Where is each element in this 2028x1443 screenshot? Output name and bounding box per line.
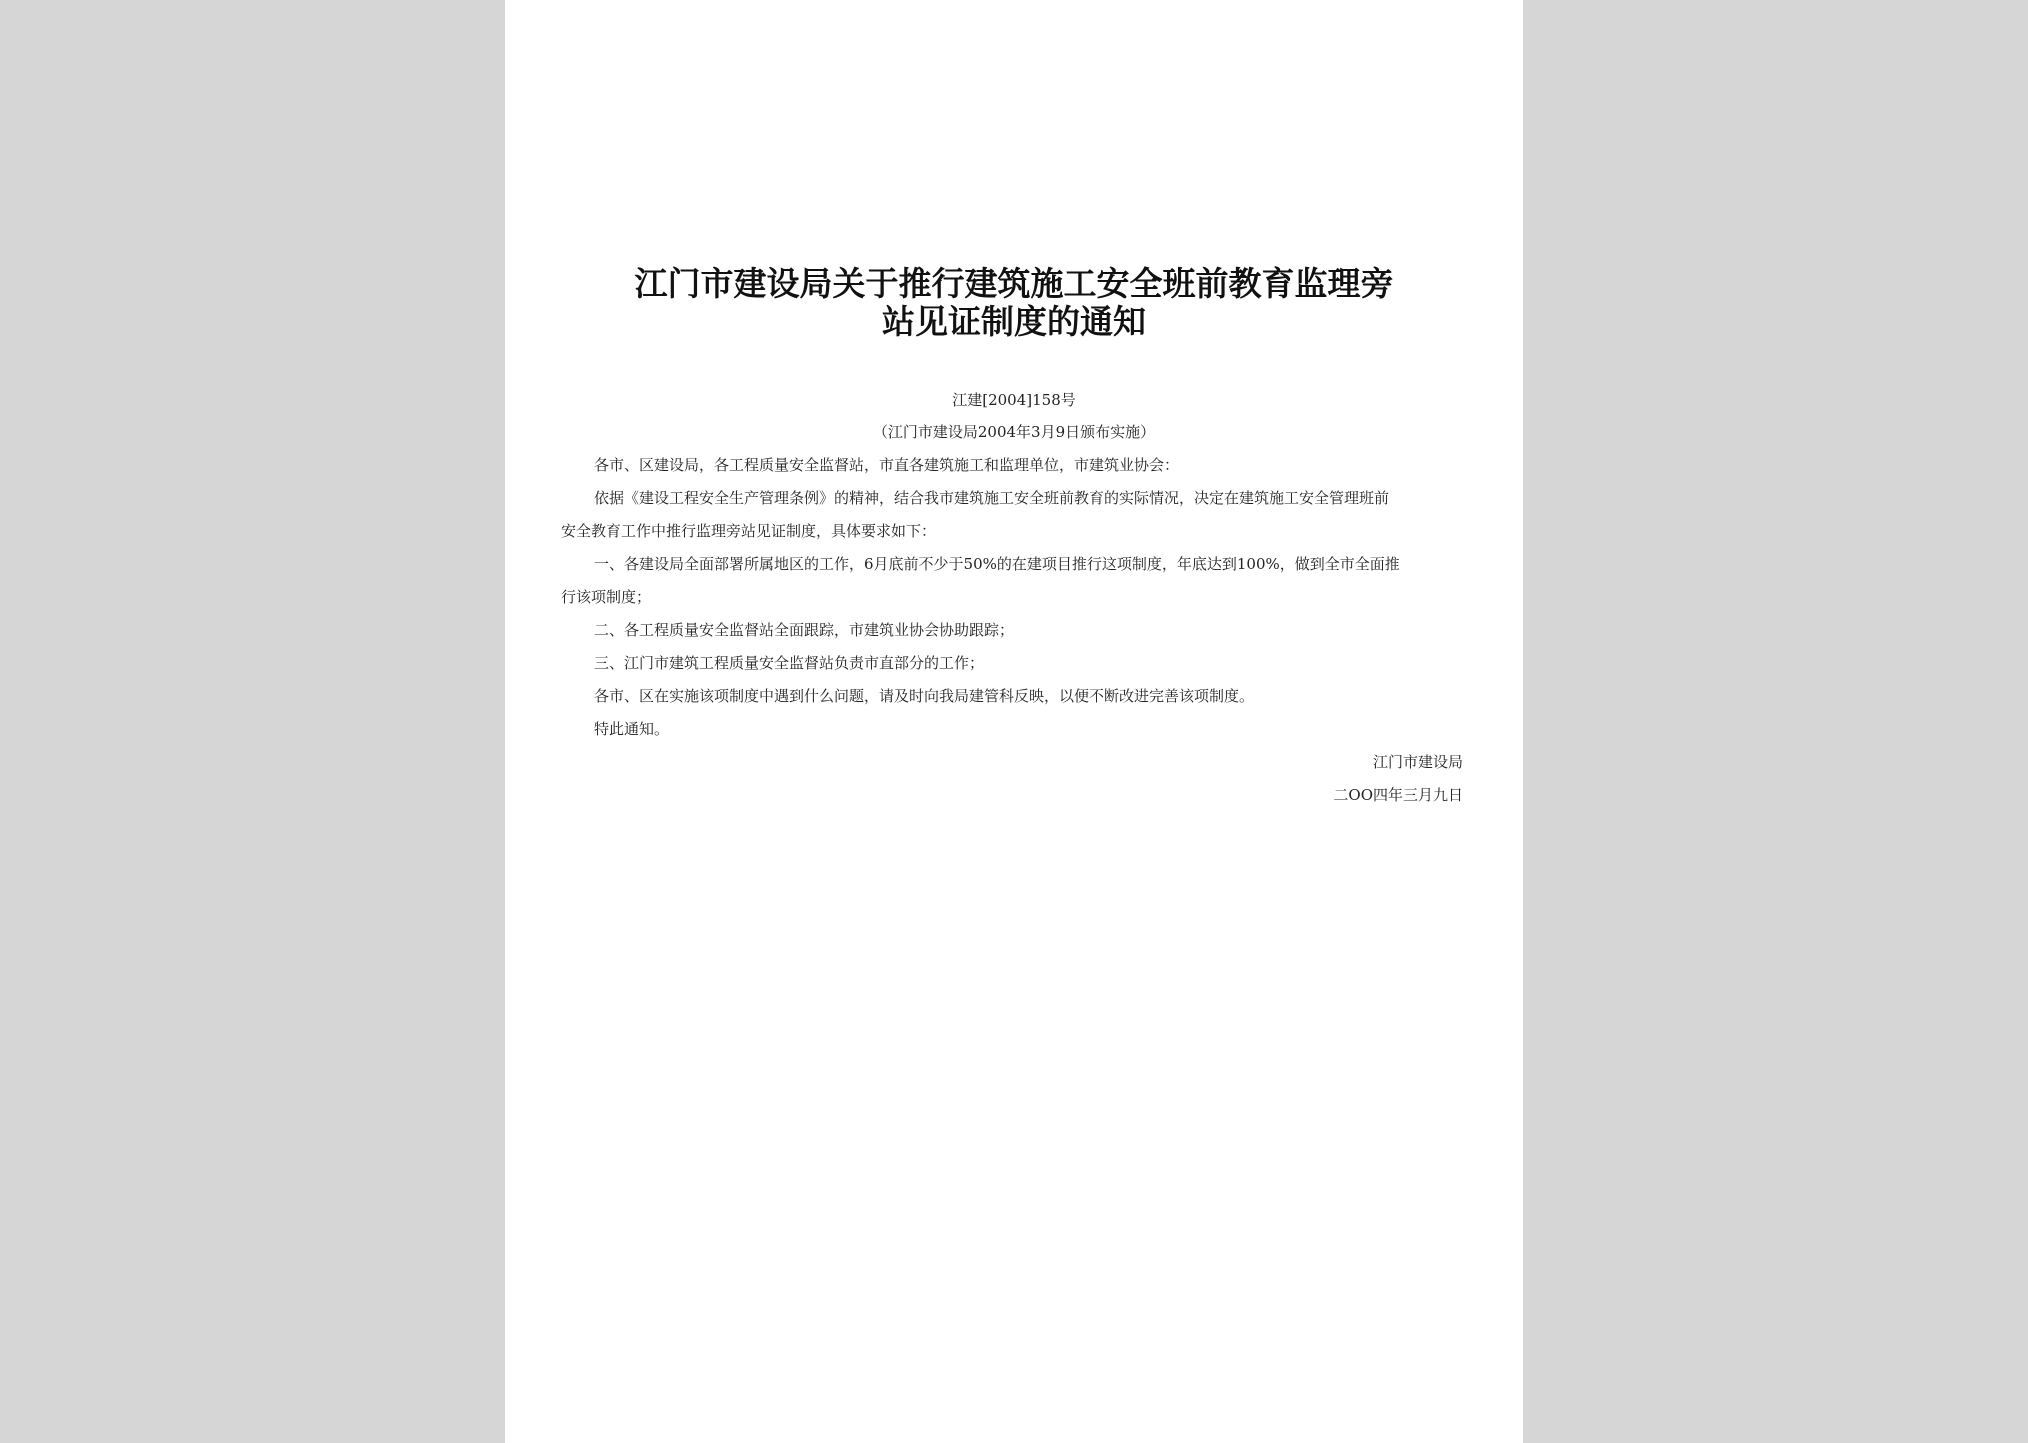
item-1-line-1: 一、各建设局全面部署所属地区的工作，6月底前不少于50%的在建项目推行这项制度，年底达到100%，做到全市全面推: [594, 555, 1400, 573]
document-title-line-1: 江门市建设局关于推行建筑施工安全班前教育监理旁: [634, 264, 1394, 303]
item-3: 三、江门市建筑工程质量安全监督站负责市直部分的工作；: [594, 654, 985, 672]
document-title-line-2: 站见证制度的通知: [882, 302, 1146, 341]
intro-paragraph-line-2: 安全教育工作中推行监理旁站见证制度，具体要求如下：: [561, 522, 937, 540]
feedback-paragraph: 各市、区在实施该项制度中遇到什么问题，请及时向我局建管科反映，以便不断改进完善该项制度。: [594, 687, 1255, 705]
document-number: 江建[2004]158号: [952, 391, 1076, 409]
document-date: 二OO四年三月九日: [1333, 786, 1463, 804]
signature: 江门市建设局: [1372, 753, 1463, 771]
item-2: 二、各工程质量安全监督站全面跟踪，市建筑业协会协助跟踪；: [594, 621, 1015, 639]
item-1-line-2: 行该项制度；: [561, 588, 652, 606]
document-page: [505, 0, 1523, 1443]
intro-paragraph-line-1: 依据《建设工程安全生产管理条例》的精神，结合我市建筑施工安全班前教育的实际情况，决定在建筑施工安全管理班前: [594, 489, 1390, 507]
issued-note: （江门市建设局2004年3月9日颁布实施）: [872, 423, 1156, 441]
addressee-paragraph: 各市、区建设局，各工程质量安全监督站，市直各建筑施工和监理单位，市建筑业协会：: [594, 456, 1180, 474]
closing-paragraph: 特此通知。: [594, 720, 670, 738]
